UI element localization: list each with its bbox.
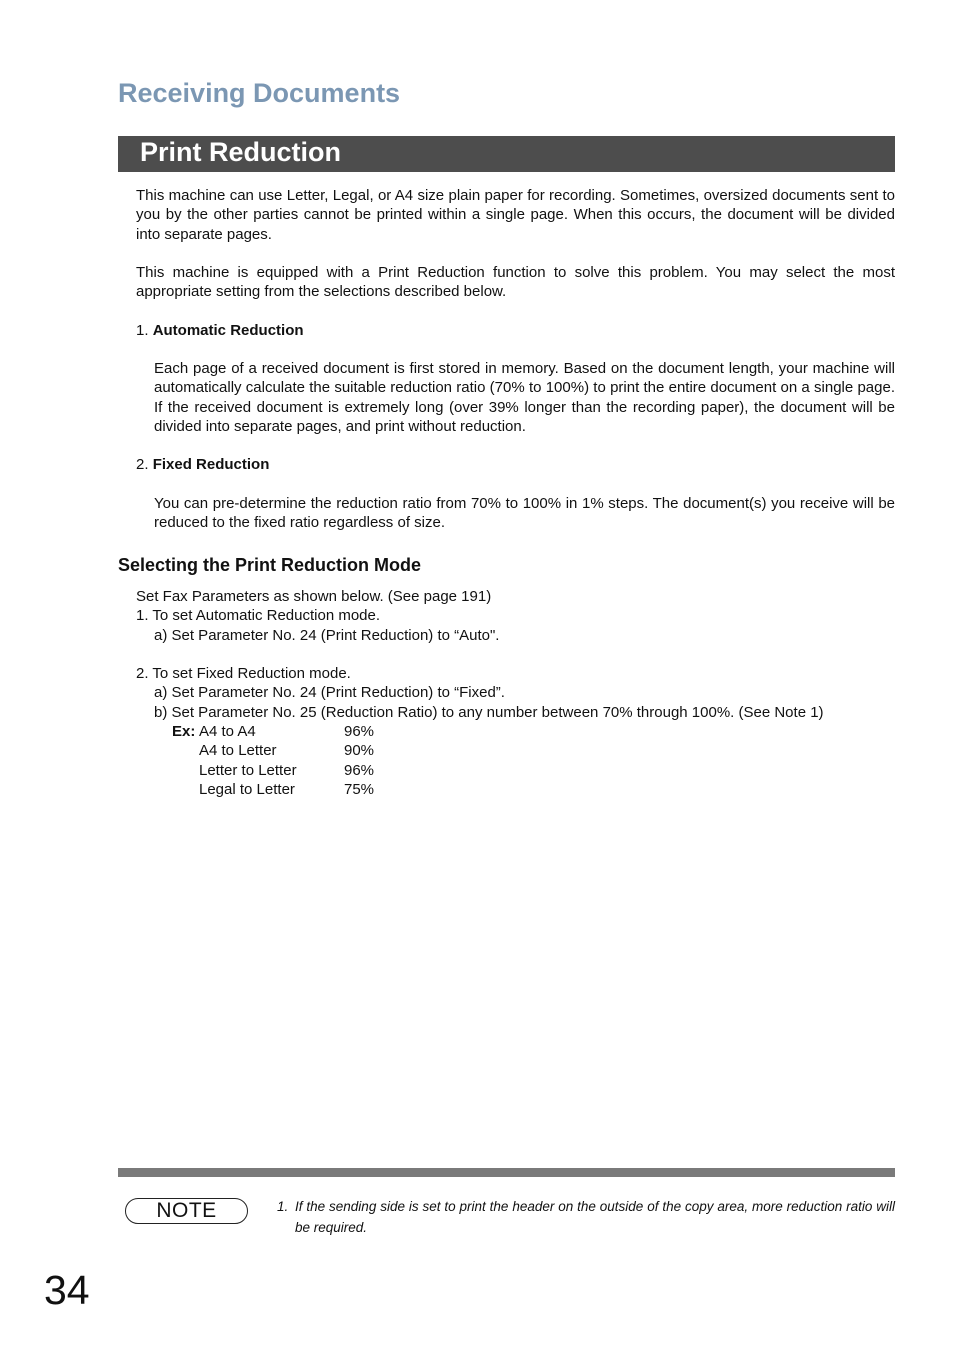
intro-paragraph-2: This machine is equipped with a Print Reduction function to solve this problem. You may select the most appropriate setting from the selections described below. — [136, 264, 895, 301]
example-label: Ex: — [172, 723, 196, 741]
page-number: 34 — [44, 1267, 90, 1313]
step-2b: b) Set Parameter No. 25 (Reduction Ratio) to any number between 70% through 100%. (See Note 1) — [154, 703, 824, 721]
example-value: 75% — [344, 780, 375, 798]
note-badge: NOTE — [125, 1198, 248, 1224]
example-value: 90% — [344, 742, 375, 760]
example-name: A4 to A4 — [199, 723, 256, 741]
table-row — [172, 761, 374, 780]
item-heading-automatic — [136, 321, 304, 340]
step-2a: a) Set Parameter No. 24 (Print Reduction) to “Fixed”. — [154, 684, 505, 702]
item-number: 2. — [136, 456, 153, 473]
item-heading-fixed — [136, 455, 269, 474]
example-name: Legal to Letter — [199, 780, 295, 798]
section-title-bar — [118, 136, 895, 172]
table-row — [172, 741, 374, 760]
step-1: 1. To set Automatic Reduction mode. — [136, 607, 381, 625]
item-text-automatic: Each page of a received document is first stored in memory. Based on the document length, your machine will automatically calculate the suitable reduction ratio (70% to 100%) to print the entire document on a single page. If the received document is extremely long (over 39% longer than the recording paper), the document will be divided into separate pages, and print without reduction. — [154, 360, 895, 436]
note-number: 1. — [277, 1199, 289, 1214]
example-name: A4 to Letter — [199, 742, 277, 760]
example-value: 96% — [344, 761, 375, 779]
item-title: Automatic Reduction — [152, 322, 304, 339]
note-body: If the sending side is set to print the header on the outside of the copy area, more reduction ratio will be required. — [295, 1199, 895, 1235]
table-row — [172, 722, 374, 741]
step-1a: a) Set Parameter No. 24 (Print Reduction) to “Auto". — [154, 626, 500, 644]
example-name: Letter to Letter — [199, 761, 297, 779]
example-table — [172, 722, 374, 799]
note-divider — [118, 1168, 895, 1177]
chapter-title: Receiving Documents — [118, 78, 401, 108]
step-2: 2. To set Fixed Reduction mode. — [136, 665, 351, 683]
item-text-fixed: You can pre-determine the reduction ratio from 70% to 100% in 1% steps. The document(s) you receive will be reduced to the fixed ratio regardless of size. — [154, 495, 895, 532]
note-text — [277, 1196, 895, 1238]
section-title: Print Reduction — [140, 137, 341, 167]
table-row — [172, 780, 374, 799]
item-number: 1. — [136, 322, 153, 339]
steps-block — [136, 587, 896, 799]
example-value: 96% — [344, 723, 375, 741]
subsection-heading: Selecting the Print Reduction Mode — [118, 555, 422, 575]
steps-intro: Set Fax Parameters as shown below. (See page 191) — [136, 588, 492, 605]
item-title: Fixed Reduction — [152, 456, 270, 473]
intro-paragraph-1: This machine can use Letter, Legal, or A4 size plain paper for recording. Sometimes, oversized documents sent to you by the other parties cannot be printed within a single page. When this occurs, the document will be divided into separate pages. — [136, 187, 895, 243]
